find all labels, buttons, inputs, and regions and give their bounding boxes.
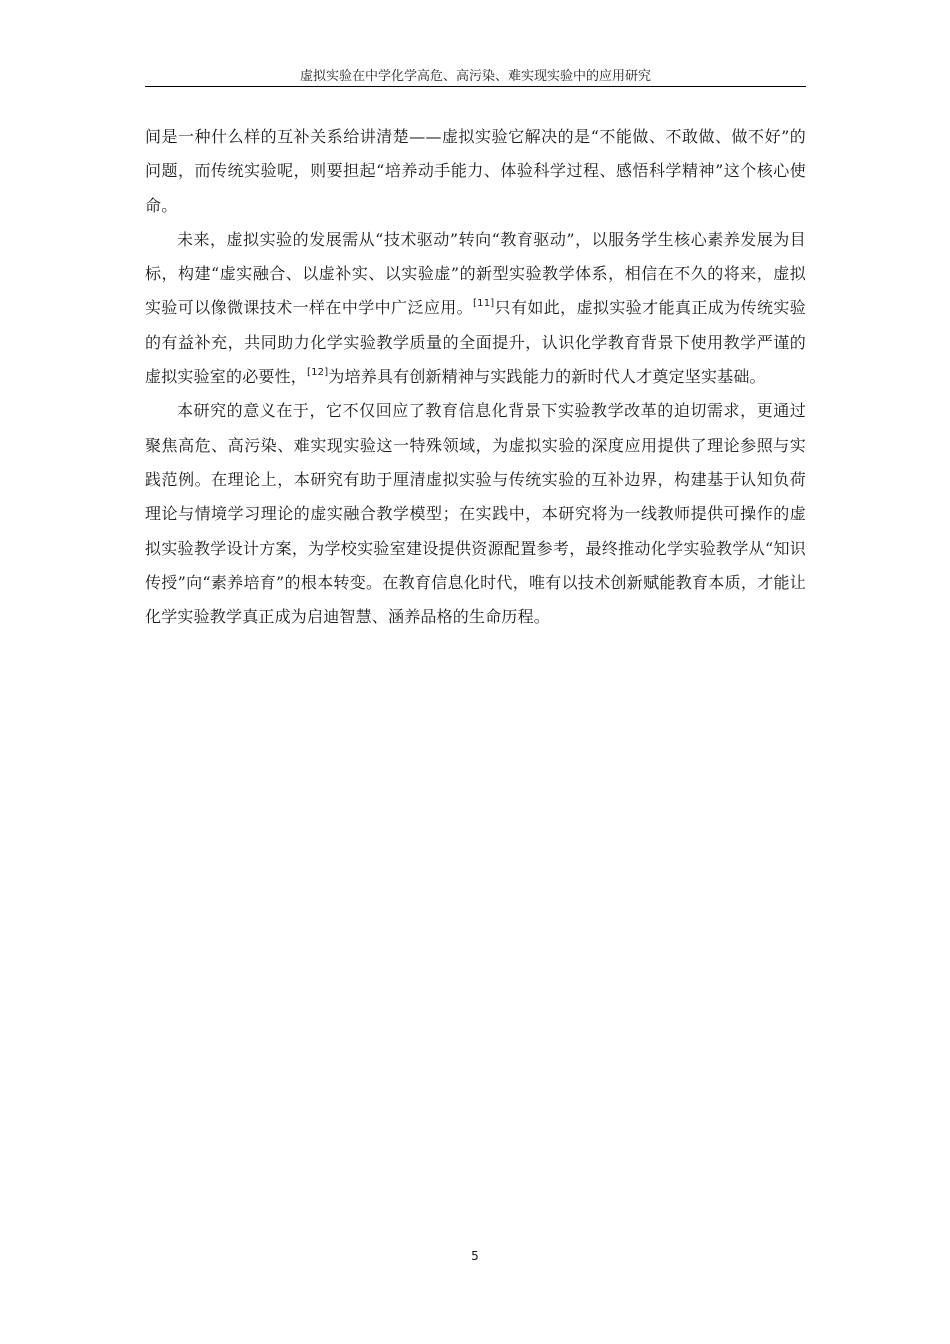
- page-number: 5: [471, 1249, 479, 1263]
- running-header: 虚拟实验在中学化学高危、高污染、难实现实验中的应用研究: [299, 69, 651, 84]
- paragraph-continuation: 间是一种什么样的互补关系给讲清楚——虚拟实验它解决的是“不能做、不敢做、做不好”的问题，而传统实验呢，则要担起“培养动手能力、体验科学过程、感悟科学精神”这个核心使命。: [145, 127, 806, 215]
- header-rule: [145, 86, 806, 87]
- paragraph-text: 只有如此，虚拟实验才能真正成为传统实验的有益补充，共同助力化学实验教学质量的全面提升，认识化学教育背景下使用教学严谨的虚拟实验室的必要性，: [145, 298, 806, 387]
- citation-ref: [11]: [473, 298, 495, 310]
- paragraph-text: 为培养具有创新精神与实践能力的新时代人才奠定坚实基础。: [328, 367, 766, 387]
- paragraph-future: [145, 223, 806, 394]
- citation-ref: [12]: [307, 367, 329, 379]
- paragraph-significance: 本研究的意义在于，它不仅回应了教育信息化背景下实验教学改革的迫切需求，更通过聚焦高危、高污染、难实现实验这一特殊领域，为虚拟实验的深度应用提供了理论参照与实践范例。在理论上，本研究有助于厘清虚拟实验与传统实验的互补边界，构建基于认知负荷理论与情境学习理论的虚实融合教学模型；在实践中，本研究将为一线教师提供可操作的虚拟实验教学设计方案，为学校实验室建设提供资源配置参考，最终推动化学实验教学从“知识传授”向“素养培育”的根本转变。在教育信息化时代，唯有以技术创新赋能教育本质，才能让化学实验教学真正成为启迪智慧、涵养品格的生命历程。: [145, 401, 806, 627]
- body-text: [145, 120, 806, 634]
- paragraph-text: 未来，虚拟实验的发展需从“技术驱动”转向“教育驱动”，以服务学生核心素养发展为目标，构建“虚实融合、以虚补实、以实验虚”的新型实验教学体系，相信在不久的将来，虚拟实验可以像微课技术一样在中学中广泛应用。: [145, 229, 806, 318]
